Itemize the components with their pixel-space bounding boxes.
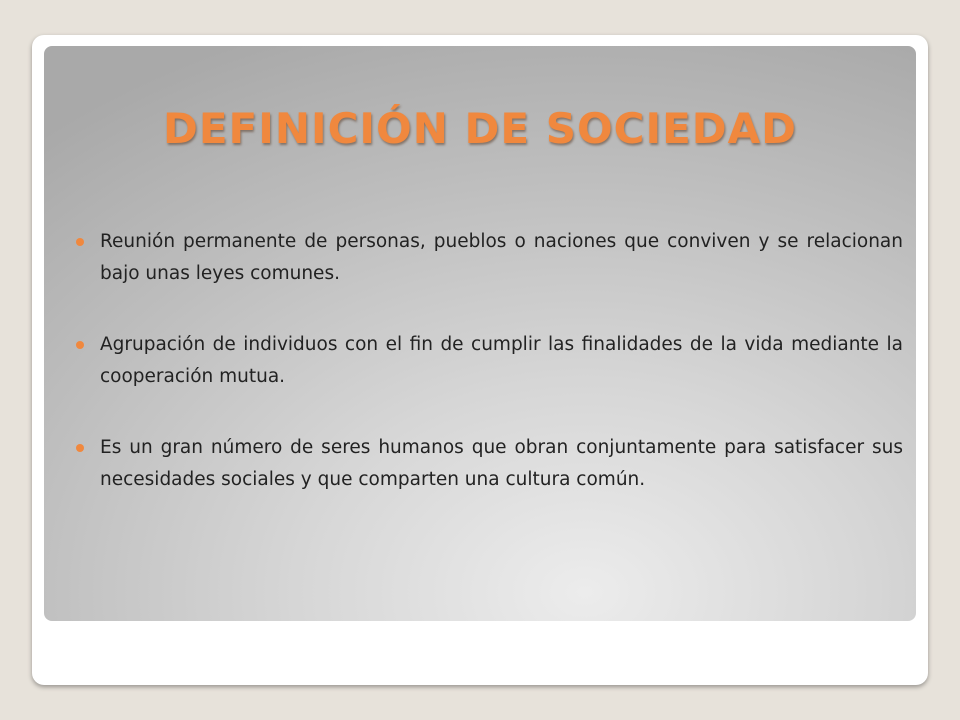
bullet-text: Reunión permanente de personas, pueblos o naciones que conviven y se relacionan bajo unas leyes comunes. [100, 231, 903, 284]
bullet-text: Es un gran número de seres humanos que obran conjuntamente para satisfacer sus necesidades sociales y que comparten una cultura común. [100, 437, 903, 490]
bullet-dot-icon [76, 341, 84, 349]
slide-frame [32, 35, 928, 685]
bullet-dot-icon [76, 238, 84, 246]
bullet-item [100, 432, 903, 496]
bullet-text: Agrupación de individuos con el fin de cumplir las finalidades de la vida mediante la cooperación mutua. [100, 334, 903, 387]
bullet-list [100, 226, 903, 535]
bullet-item [100, 226, 903, 290]
bullet-item [100, 329, 903, 393]
bullet-dot-icon [76, 444, 84, 452]
slide-title: DEFINICIÓN DE SOCIEDAD [162, 104, 798, 153]
content-panel [44, 46, 916, 621]
